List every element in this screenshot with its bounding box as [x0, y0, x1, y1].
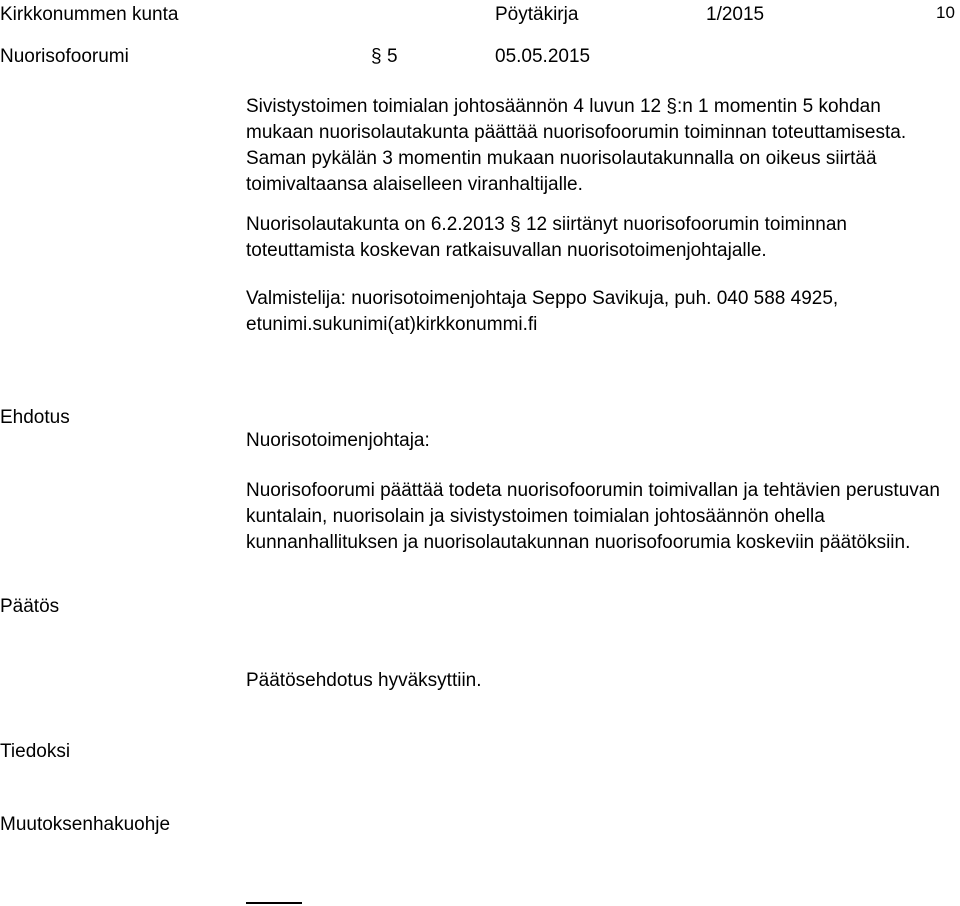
label-muutoksenhakuohje: Muutoksenhakuohje [0, 814, 171, 835]
paragraph-delegation [246, 212, 946, 264]
page-number: 10 [936, 3, 955, 22]
paragraph-authority-text-1: Sivistystoimen toimialan johtosäännön 4 luvun 12 [246, 96, 667, 117]
signature-line [246, 902, 302, 904]
proposal-text: Nuorisofoorumi päättää todeta nuorisofoorumin toimivallan ja tehtävien perustuvan kuntalain, nuorisolain ja sivistystoimen toimialan johtosäännön ohella kunnanhallituksen ja nuorisolautakunnan nuorisofoorumia koskeviin päätöksiin. [246, 480, 940, 553]
label-paatos: Päätös [0, 596, 60, 617]
paragraph-symbol: § [666, 96, 677, 117]
section-symbol: § [371, 46, 382, 67]
label-ehdotus: Ehdotus [0, 407, 70, 428]
meeting-date: 05.05.2015 [495, 46, 591, 67]
document-number: 1/2015 [706, 4, 765, 25]
document-type: Pöytäkirja [495, 4, 579, 25]
paragraph-authority [246, 94, 946, 198]
body-name: Nuorisofoorumi [0, 46, 129, 67]
municipality-name: Kirkkonummen kunta [0, 4, 179, 25]
proposal-heading: Nuorisotoimenjohtaja: [246, 430, 430, 451]
paragraph-authority-text-2: :n 1 momentin 5 kohdan mukaan nuorisolautakunta päättää nuorisofoorumin toiminnan toteuttamisesta. Saman pykälän 3 momentin mukaan nuorisolautakunnalla on oikeus siirtää toimivaltaansa alaiselleen viranhaltijalle. [246, 96, 907, 195]
decision-text: Päätösehdotus hyväksyttiin. [246, 670, 482, 691]
label-tiedoksi: Tiedoksi [0, 741, 71, 762]
section-number: 5 [387, 46, 398, 67]
paragraph-symbol: § [510, 214, 521, 235]
paragraph-delegation-text-1: Nuorisolautakunta on 6.2.2013 [246, 214, 511, 235]
paragraph-delegation-text-2: 12 siirtänyt nuorisofoorumin toiminnan toteuttamista koskevan ratkaisuvallan nuorisotoimenjohtajalle. [246, 214, 848, 261]
paragraph-preparer: Valmistelija: nuorisotoimenjohtaja Seppo Savikuja, puh. 040 588 4925, etunimi.sukunimi(at)kirkkonummi.fi [246, 288, 839, 335]
